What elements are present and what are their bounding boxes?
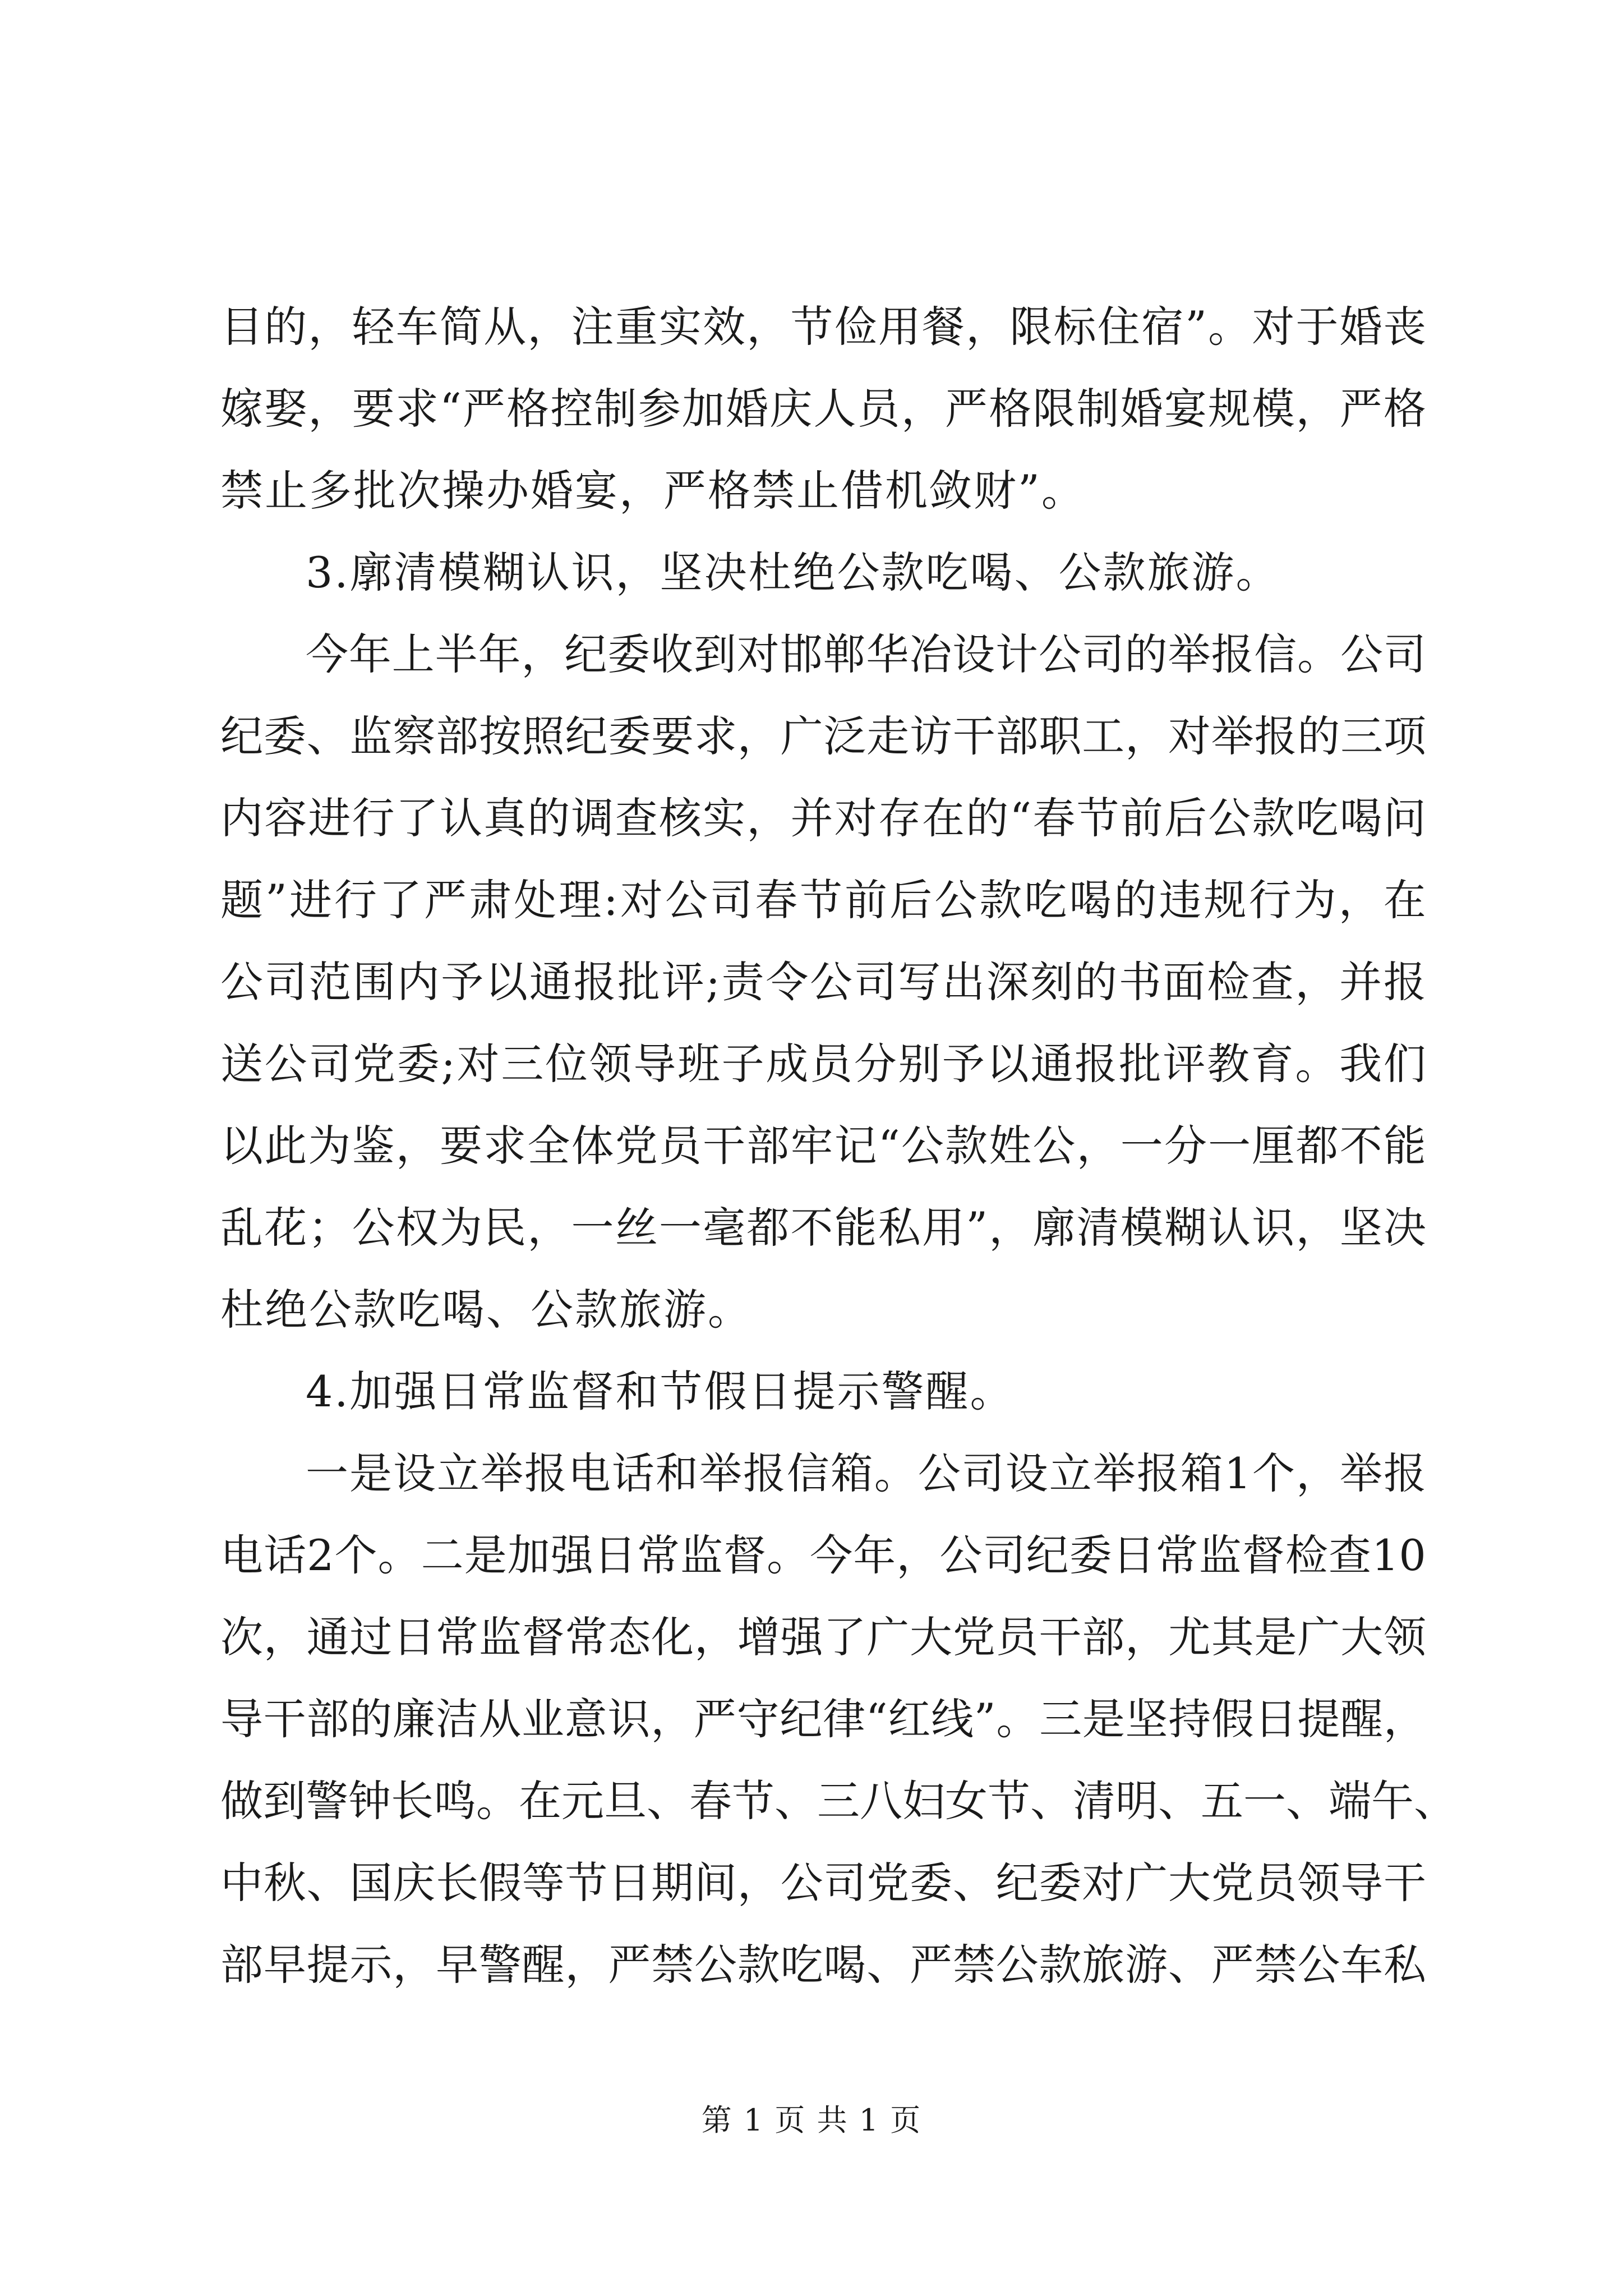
text-line: 内 容 进 行 了 认 真 的 调 查 核 实 ， 并 对 存 在 的 “ 春 节 前 后 公 款 吃 喝 问 (220, 793, 1426, 843)
text-line: 杜绝公款吃喝、公款旅游。 (220, 1285, 752, 1335)
text-line: 部 早 提 示 ， 早 警 醒 ， 严 禁 公 款 吃 喝 、 严 禁 公 款 旅 游 、 严 禁 公 车 私 (220, 1940, 1426, 1990)
text-line: 一 是 设 立 举 报 电 话 和 举 报 信 箱 。 公 司 设 立 举 报 箱 1 个 ， 举 报 (306, 1448, 1426, 1498)
text-line: 题 ” 进 行 了 严 肃 处 理 : 对 公 司 春 节 前 后 公 款 吃 喝 的 违 规 行 为 ， 在 (220, 875, 1426, 925)
text-line: 今 年 上 半 年 ， 纪 委 收 到 对 邯 郸 华 冶 设 计 公 司 的 举 报 信 。 公 司 (306, 629, 1426, 679)
text-line: 导 干 部 的 廉 洁 从 业 意 识 ， 严 守 纪 律 “ 红 线 ” 。 三 是 坚 持 假 日 提 醒 ， (220, 1694, 1426, 1744)
text-line: 禁止多批次操办婚宴，严格禁止借机敛财”。 (220, 466, 1086, 516)
text-line: 纪 委 、 监 察 部 按 照 纪 委 要 求 ， 广 泛 走 访 干 部 职 工 ， 对 举 报 的 三 项 (220, 711, 1426, 761)
document-body (220, 286, 1456, 2006)
text-line: 电 话 2 个 。 二 是 加 强 日 常 监 督 。 今 年 ， 公 司 纪 委 日 常 监 督 检 查 10 (220, 1530, 1426, 1580)
text-line: 以 此 为 鉴 ， 要 求 全 体 党 员 干 部 牢 记 “ 公 款 姓 公 ， 一 分 一 厘 都 不 能 (220, 1121, 1426, 1171)
text-line: 乱 花 ； 公 权 为 民 ， 一 丝 一 毫 都 不 能 私 用 ” ， 廓 清 模 糊 认 识 ， 坚 决 (220, 1203, 1426, 1253)
text-line: 中 秋 、 国 庆 长 假 等 节 日 期 间 ， 公 司 党 委 、 纪 委 对 广 大 党 员 领 导 干 (220, 1858, 1426, 1908)
text-line: 3.廓清模糊认识，坚决杜绝公款吃喝、公款旅游。 (306, 547, 1280, 597)
text-line: 送 公 司 党 委 ; 对 三 位 领 导 班 子 成 员 分 别 予 以 通 报 批 评 教 育 。 我 们 (220, 1039, 1426, 1089)
text-line: 4.加强日常监督和节假日提示警醒。 (306, 1366, 1015, 1416)
page-footer: 第 1 页 共 1 页 (701, 2102, 922, 2138)
text-line: 公 司 范 围 内 予 以 通 报 批 评 ; 责 令 公 司 写 出 深 刻 的 书 面 检 查 ， 并 报 (220, 957, 1426, 1007)
text-line: 目 的 ， 轻 车 简 从 ， 注 重 实 效 ， 节 俭 用 餐 ， 限 标 住 宿 ” 。 对 于 婚 丧 (220, 302, 1426, 352)
text-line: 做 到 警 钟 长 鸣 。 在 元 旦 、 春 节 、 三 八 妇 女 节 、 清 明 、 五 一 、 端 午 、 (220, 1776, 1456, 1826)
text-line: 次 ， 通 过 日 常 监 督 常 态 化 ， 增 强 了 广 大 党 员 干 部 ， 尤 其 是 广 大 领 (220, 1612, 1426, 1662)
text-line: 嫁 娶 ， 要 求 “ 严 格 控 制 参 加 婚 庆 人 员 ， 严 格 限 制 婚 宴 规 模 ， 严 格 (220, 384, 1426, 434)
